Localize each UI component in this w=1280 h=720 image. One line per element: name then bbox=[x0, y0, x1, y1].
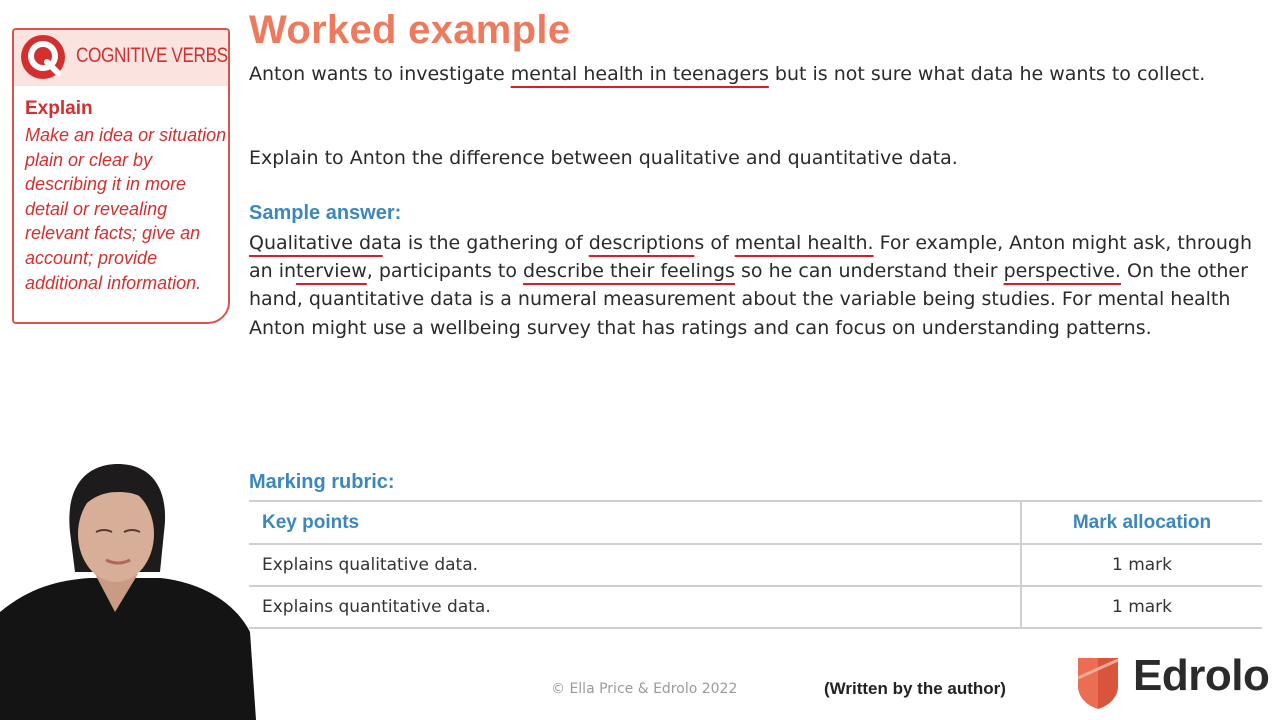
annotated-phrase: terview bbox=[296, 260, 367, 283]
rubric-heading: Marking rubric: bbox=[249, 471, 395, 493]
column-header: Key points bbox=[249, 501, 1021, 544]
cognitive-verbs-header bbox=[14, 30, 228, 86]
answer-text: For example, Anton might ask, through an in bbox=[249, 232, 1253, 283]
annotated-phrase: description bbox=[588, 232, 695, 254]
author-note: (Written by the author) bbox=[824, 679, 1006, 698]
annotated-phrase: mental health. bbox=[734, 232, 874, 254]
annotated-phrase: describe their feelings bbox=[523, 260, 735, 283]
table-row bbox=[249, 586, 1262, 628]
answer-text: ta is the gathering of bbox=[382, 232, 589, 254]
rubric-table bbox=[249, 500, 1262, 629]
table-cell: 1 mark bbox=[1021, 544, 1262, 586]
answer-text: , participants to bbox=[366, 260, 524, 283]
question-text: but is not sure what data he wants to collect. bbox=[768, 63, 1206, 85]
page-title: Worked example bbox=[249, 8, 571, 52]
edrolo-logo: Edrolo bbox=[1133, 651, 1270, 700]
annotated-phrase: Qualitative da bbox=[249, 232, 383, 254]
copyright-text: © Ella Price & Edrolo 2022 bbox=[551, 681, 738, 697]
verb-term: Explain bbox=[25, 98, 93, 119]
sample-answer-heading: Sample answer: bbox=[249, 202, 402, 224]
edrolo-shield-icon bbox=[1076, 656, 1120, 710]
annotated-phrase: mental health in teenagers bbox=[510, 63, 769, 85]
cognitive-verbs-panel bbox=[12, 28, 230, 324]
verb-definition: Make an idea or situation plain or clear by describing it in more detail or revealing relevant facts; give an account; provide additional information. bbox=[25, 125, 227, 293]
sample-answer-text bbox=[249, 229, 1259, 342]
question-text: Anton wants to investigate bbox=[249, 63, 511, 85]
table-row bbox=[249, 544, 1262, 586]
column-header: Mark allocation bbox=[1021, 501, 1262, 544]
table-cell: Explains quantitative data. bbox=[249, 586, 1021, 628]
cognitive-verbs-title: COGNITIVE VERBS bbox=[76, 44, 228, 67]
table-header-row bbox=[249, 501, 1262, 544]
answer-text: On the other hand, quantitative data is a numeral measurement about the variable being studies. For mental health Anton might use a wellbeing survey that has ratings and can focus on understanding patterns. bbox=[249, 260, 1248, 339]
answer-text: s of bbox=[694, 232, 735, 254]
table-cell: Explains qualitative data. bbox=[249, 544, 1021, 586]
answer-text: so he can understand their bbox=[734, 260, 1004, 283]
question-instruction: Explain to Anton the difference between qualitative and quantitative data. bbox=[249, 147, 958, 169]
q-logo-icon bbox=[18, 32, 70, 84]
question-paragraph bbox=[249, 60, 1259, 88]
table-cell: 1 mark bbox=[1021, 586, 1262, 628]
annotated-phrase: perspective. bbox=[1003, 260, 1121, 283]
presenter-video bbox=[0, 462, 256, 720]
